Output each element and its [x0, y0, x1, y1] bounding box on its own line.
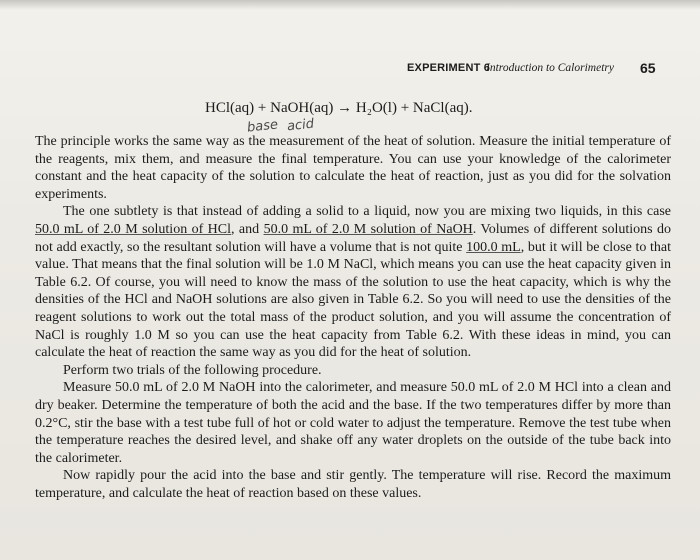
text-segment: , and [231, 221, 264, 237]
paragraph-subtlety [35, 203, 671, 361]
paragraph-measure: Measure 50.0 mL of 2.0 M NaOH into the calorimeter, and measure 50.0 mL of 2.0 M HCl into a clean and dry beaker. Determine the temperature of both the acid and the base. If the two temperatures differ by more than 0.2°C, stir the base with a test tube full of hot or cold water to adjust the temperature. Remove the test tube when the temperature reaches the desired level, and shake off any water droplets on the outside of the tube back into the calorimeter. [35, 380, 671, 466]
handwritten-base-note: base [246, 117, 279, 136]
reaction-equation: HCl(aq) + NaOH(aq) → H₂O(l) + NaCl(aq). [205, 100, 473, 116]
text-segment: . Volumes of different solutions do not add exactly, so the resultant solution will have a volume that is not quite [35, 221, 672, 255]
page-number: 65 [640, 60, 656, 76]
text-segment: The one subtlety is that instead of adding a solid to a liquid, now you are mixing two liquids, in this case [63, 204, 671, 220]
paragraph-principle: The principle works the same way as the measurement of the heat of solution. Measure the initial temperature of the reagents, mix them, and measure the final temperature. You can use your knowledge of the calorimeter constant and the heat capacity of the solution to calculate the heat of reaction, just as you did for the solvation experiments. [35, 134, 671, 202]
running-header [0, 62, 700, 82]
page-edge-shadow [0, 0, 700, 10]
body-text [35, 133, 671, 502]
paragraph-trials: Perform two trials of the following procedure. [63, 362, 322, 378]
underlined-hcl-volume: 50.0 mL of 2.0 M solution of HCl [35, 221, 232, 237]
experiment-title: Introduction to Calorimetry [486, 62, 614, 74]
text-segment: , but it will be close to that value. That means that the final solution will be 1.0 M NaCl, which means you can use the heat capacity given in Table 6.2. Of course, you will need to know the mass of the solution to use the heat capacity, which is why the densities of the HCl and NaOH solutions are also given in Table 6.2. So you will need to use the densities of the reagent solutions to work out the total mass of the product solution, and you will assume the concentration of NaCl is roughly 1.0 M so you can use the heat capacity from Table 6.2. With these ideas in mind, you can calculate the heat of reaction the same way as you did for the heat of solution. [35, 239, 671, 361]
underlined-naoh-volume: 50.0 mL of 2.0 M solution of NaOH [263, 221, 473, 237]
experiment-label: EXPERIMENT 6 [407, 62, 491, 74]
paragraph-pour: Now rapidly pour the acid into the base and stir gently. The temperature will rise. Record the maximum temperature, and calculate the heat of reaction based on these values. [35, 468, 671, 501]
underlined-total-volume: 100.0 mL [466, 239, 521, 255]
handwritten-acid-note: acid [286, 116, 315, 135]
